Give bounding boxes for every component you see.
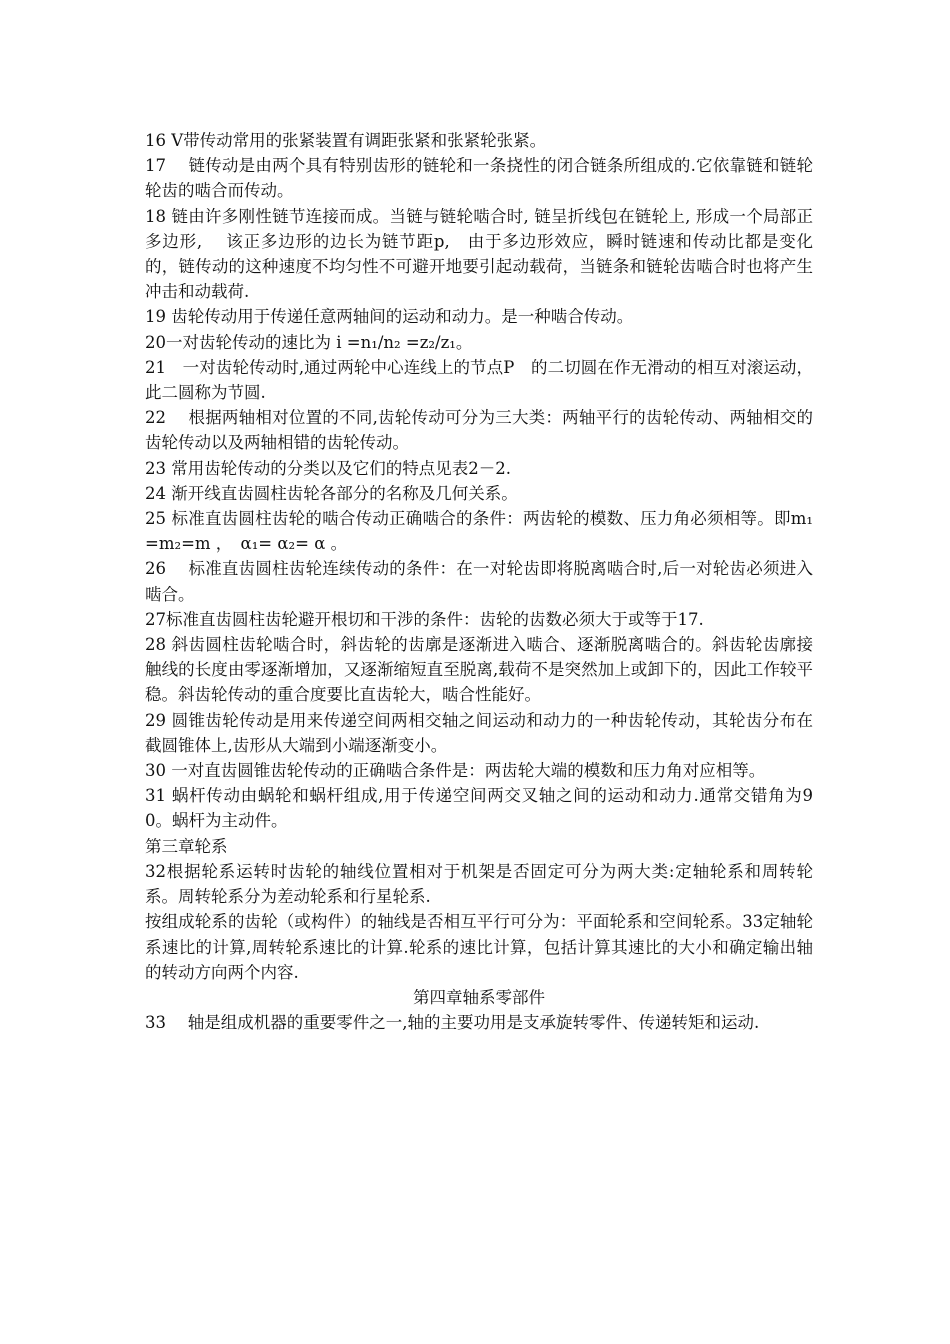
paragraph-20: 20一对齿轮传动的速比为 i =n₁/n₂ =z₂/z₁。 <box>145 332 473 352</box>
paragraph-24: 24 渐开线直齿圆柱齿轮各部分的名称及几何关系。 <box>145 483 518 503</box>
paragraph-19: 19 齿轮传动用于传递任意两轴间的运动和动力。是一种啮合传动。 <box>145 307 634 327</box>
paragraph-30: 30 一对直齿圆锥齿轮传动的正确啮合条件是：两齿轮大端的模数和压力角对应相等。 <box>145 761 766 781</box>
paragraph-32-continued: 按组成轮系的齿轮（或构件）的轴线是否相互平行可分为：平面轮系和空间轮系。33定轴轮系速比的计算,周转轮系速比的计算.轮系的速比计算，包括计算其速比的大小和确定输出轴的转动方向两个内容. <box>145 912 813 982</box>
paragraph-22: 22 根据两轴相对位置的不同,齿轮传动可分为三大类：两轴平行的齿轮传动、两轴相交的齿轮传动以及两轴相错的齿轮传动。 <box>145 408 813 453</box>
paragraph-27: 27标准直齿圆柱齿轮避开根切和干涉的条件：齿轮的齿数必须大于或等于17. <box>145 609 704 629</box>
document-page <box>145 128 813 1035</box>
chapter-3-heading: 第三章轮系 <box>145 836 228 856</box>
paragraph-31: 31 蜗杆传动由蜗轮和蜗杆组成,用于传递空间两交叉轴之间的运动和动力.通常交错角为90。蜗杆为主动件。 <box>145 786 813 831</box>
paragraph-17: 17 链传动是由两个具有特别齿形的链轮和一条挠性的闭合链条所组成的.它依靠链和链轮轮齿的啮合而传动。 <box>145 156 813 201</box>
chapter-4-heading: 第四章轴系零部件 <box>413 987 545 1007</box>
paragraph-18: 18 链由许多刚性链节连接而成。当链与链轮啮合时, 链呈折线包在链轮上, 形成一个局部正多边形, 该正多边形的边长为链节距p, 由于多边形效应，瞬时链速和传动比都是变化的，链传动的这种速度不均匀性不可避开地要引起动载荷，当链条和链轮齿啮合时也将产生冲击和动载荷. <box>145 206 813 302</box>
paragraph-28: 28 斜齿圆柱齿轮啮合时，斜齿轮的齿廓是逐渐进入啮合、逐渐脱离啮合的。斜齿轮齿廓接触线的长度由零逐渐增加，又逐渐缩短直至脱离,载荷不是突然加上或卸下的，因此工作较平稳。斜齿轮传动的重合度要比直齿轮大，啮合性能好。 <box>145 635 813 705</box>
paragraph-23: 23 常用齿轮传动的分类以及它们的特点见表2－2. <box>145 458 511 478</box>
paragraph-32: 32根据轮系运转时齿轮的轴线位置相对于机架是否固定可分为两大类:定轴轮系和周转轮系。周转轮系分为差动轮系和行星轮系. <box>145 861 813 907</box>
paragraph-21: 21 一对齿轮传动时,通过两轮中心连线上的节点P 的二切圆在作无滑动的相互对滚运动，此二圆称为节圆. <box>145 357 813 403</box>
paragraph-29: 29 圆锥齿轮传动是用来传递空间两相交轴之间运动和动力的一种齿轮传动，其轮齿分布在截圆锥体上,齿形从大端到小端逐渐变小。 <box>145 710 813 755</box>
paragraph-33: 33 轴是组成机器的重要零件之一,轴的主要功用是支承旋转零件、传递转矩和运动. <box>145 1013 760 1033</box>
paragraph-26: 26 标准直齿圆柱齿轮连续传动的条件：在一对轮齿即将脱离啮合时,后一对轮齿必须进入啮合。 <box>145 559 813 604</box>
paragraph-25: 25 标准直齿圆柱齿轮的啮合传动正确啮合的条件：两齿轮的模数、压力角必须相等。即m₁=m₂=m ， α₁= α₂= α 。 <box>145 509 813 554</box>
paragraph-16: 16 V带传动常用的张紧装置有调距张紧和张紧轮张紧。 <box>145 131 547 150</box>
